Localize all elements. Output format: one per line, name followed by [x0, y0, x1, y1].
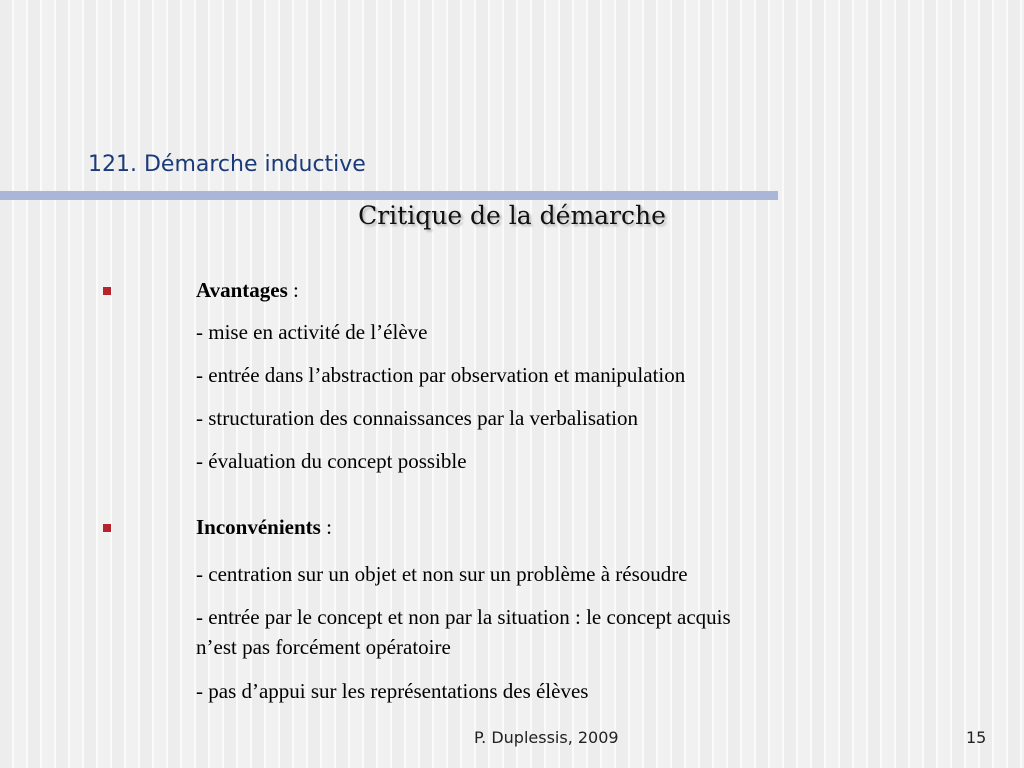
advantages-label: Avantages	[196, 278, 288, 302]
drawback-item: - pas d’appui sur les représentations des élèves	[196, 679, 589, 703]
bullet-advantages	[103, 287, 111, 295]
drawback-item-continuation: n’est pas forcément opératoire	[196, 635, 451, 659]
advantage-item: - mise en activité de l’élève	[196, 320, 428, 344]
drawbacks-label: Inconvénients	[196, 515, 321, 539]
drawbacks-title	[196, 515, 332, 540]
slide-subtitle: Critique de la démarche	[358, 201, 666, 230]
advantage-item: - entrée dans l’abstraction par observation et manipulation	[196, 363, 686, 387]
advantages-colon: :	[287, 278, 299, 302]
slide-heading: 121. Démarche inductive	[88, 152, 366, 177]
drawbacks-colon: :	[320, 515, 332, 539]
heading-divider	[0, 191, 778, 200]
page-number: 15	[966, 728, 987, 747]
advantages-title	[196, 278, 299, 303]
bullet-drawbacks	[103, 524, 111, 532]
advantage-item: - évaluation du concept possible	[196, 449, 467, 473]
footer-author: P. Duplessis, 2009	[474, 728, 619, 747]
drawback-item: - entrée par le concept et non par la situation : le concept acquis	[196, 605, 731, 629]
advantage-item: - structuration des connaissances par la verbalisation	[196, 406, 639, 430]
drawback-item: - centration sur un objet et non sur un problème à résoudre	[196, 562, 688, 586]
